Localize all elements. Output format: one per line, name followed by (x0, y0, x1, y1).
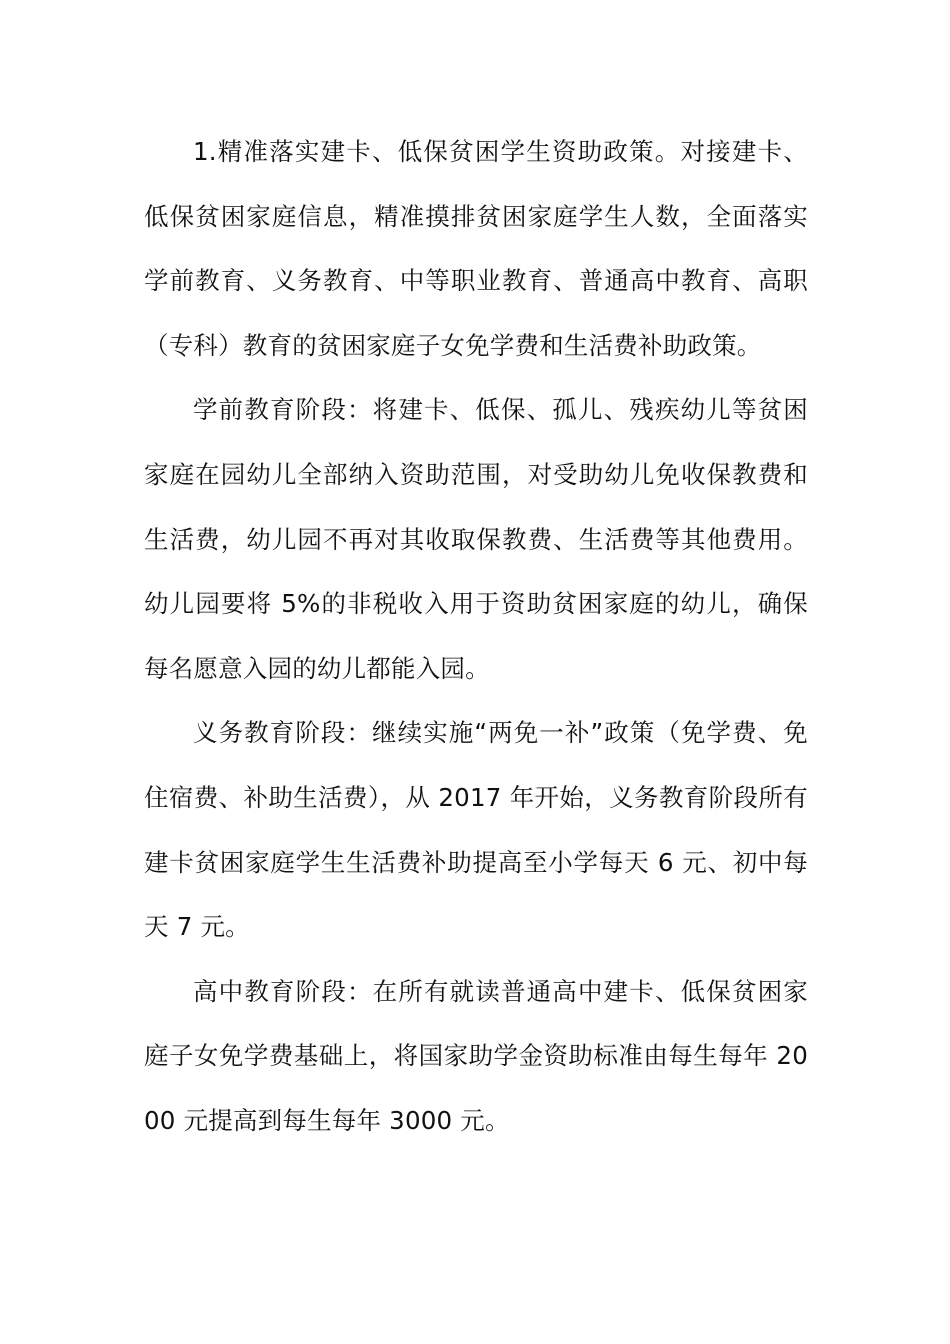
paragraph-high-school: 高中教育阶段：在所有就读普通高中建卡、低保贫困家庭子女免学费基础上，将国家助学金资助标准由每生每年 2000 元提高到每生每年 3000 元。 (144, 976, 808, 1135)
document-body (144, 120, 808, 1154)
paragraph-preschool: 学前教育阶段：将建卡、低保、孤儿、残疾幼儿等贫困家庭在园幼儿全部纳入资助范围，对受助幼儿免收保教费和生活费，幼儿园不再对其收取保教费、生活费等其他费用。幼儿园要将 5%的非税收入用于资助贫困家庭的幼儿，确保每名愿意入园的幼儿都能入园。 (144, 395, 808, 683)
paragraph-precise-policy: 1.精准落实建卡、低保贫困学生资助政策。对接建卡、低保贫困家庭信息，精准摸排贫困家庭学生人数，全面落实学前教育、义务教育、中等职业教育、普通高中教育、高职（专科）教育的贫困家庭子女免学费和生活费补助政策。 (144, 137, 808, 360)
paragraph-compulsory: 义务教育阶段：继续实施“两免一补”政策（免学费、免住宿费、补助生活费），从 2017 年开始，义务教育阶段所有建卡贫困家庭学生生活费补助提高至小学每天 6 元、初中每天 7 元。 (144, 718, 808, 942)
